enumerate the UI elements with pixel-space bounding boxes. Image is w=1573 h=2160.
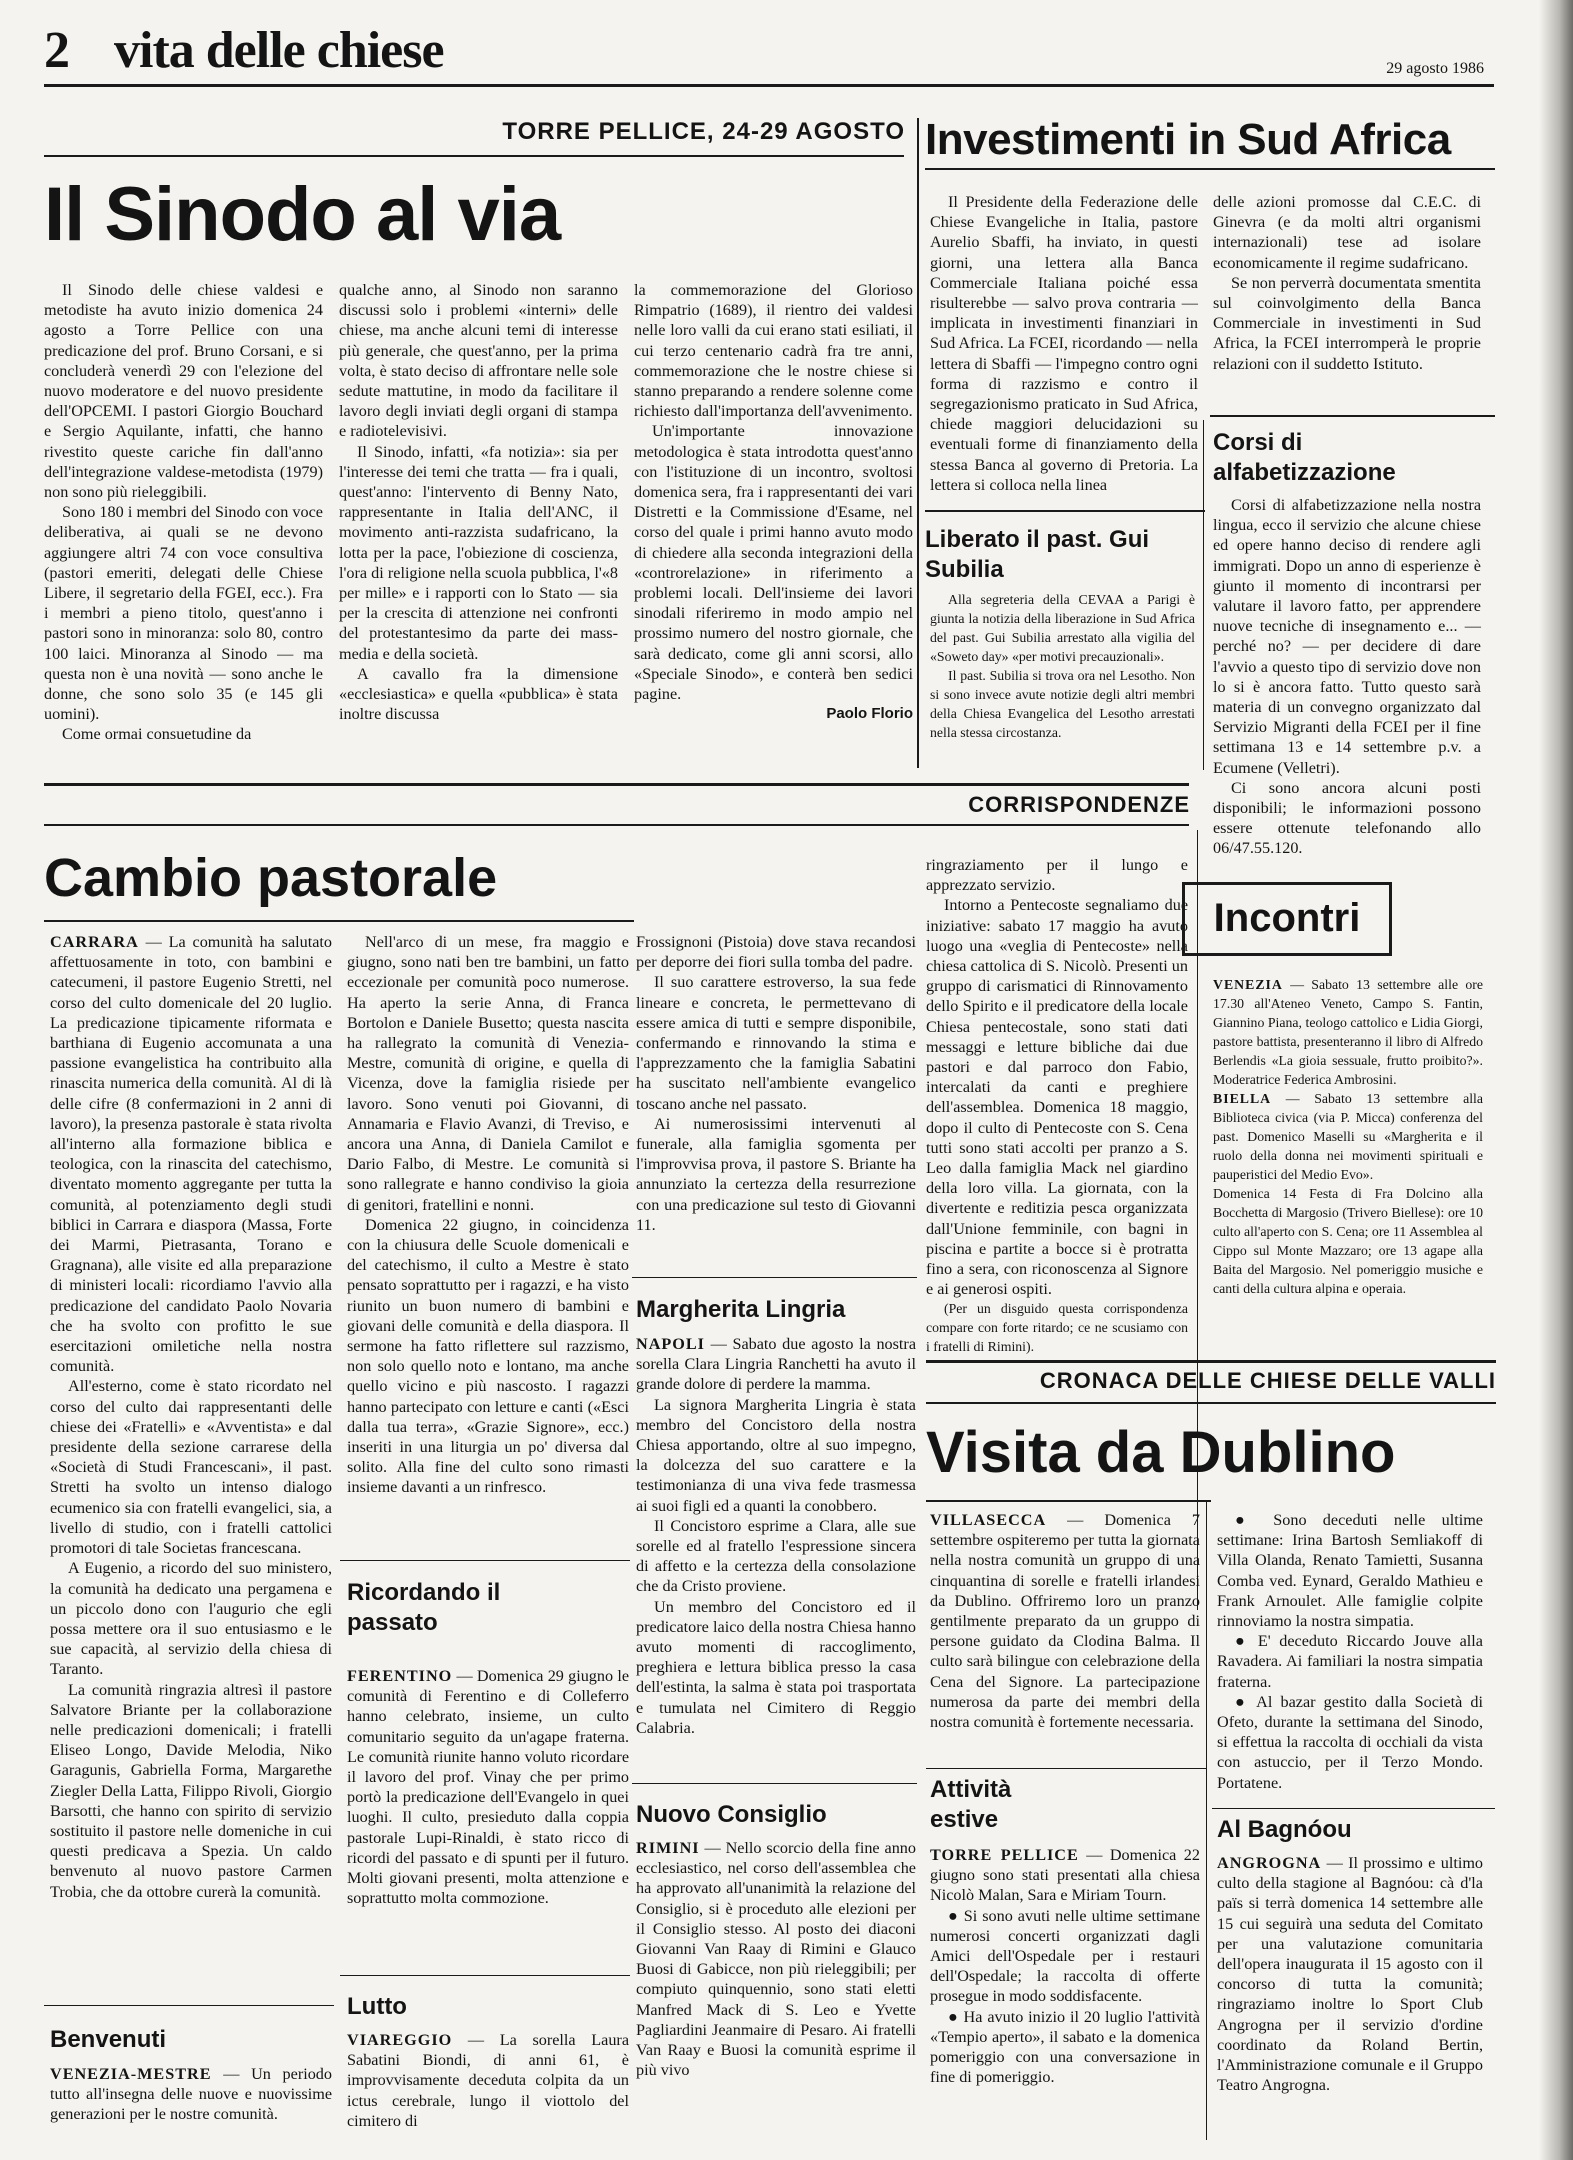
section-title: vita delle chiese: [114, 22, 444, 79]
attivita-headline: Attività estive: [930, 1776, 1012, 1833]
rule: [632, 1783, 917, 1784]
rule: [632, 1277, 917, 1278]
sinodo-rule: [44, 155, 904, 157]
ricordando-body: [347, 1666, 629, 1908]
paragraph: ringraziamento per il lungo e apprezzato servizio.: [926, 856, 1188, 895]
paragraph: RIMINI — Nello scorcio della fine anno ecclesiastico, nel corso dell'assemblea che ha approvato all'unanimità la relazione del Consiglio, si è proceduto alle elezioni per il Consiglio stesso. Al posto dei diaconi Giovanni Van Raay di Rimini e Glauco Buosi di Gabicce, non più rieleggibili; per compiuto quinquennio, sono stati eletti Manfred Mack di S. Leo e Yvette Pagliardini Jeanmaire di Pesaro. Ai fratelli Van Raay e Buosi la comunità esprime il più vivo: [636, 1839, 916, 2080]
issue-date: 29 agosto 1986: [1386, 60, 1484, 77]
paragraph: Un'importante innovazione metodologica è stata introdotta quest'anno con l'istituzione di un incontro, svoltosi domenica sera, fra i rappresentanti dei vari Distretti e la Commissione d'Esame, nel corso del quale i primi hanno avuto modo di chiedere alla seconda integrazioni della «controrelazione» in riferimento a problemi locali. Dell'insieme dei lavori sinodali riferiremo in modo ampio nel prossimo numero del nostro giornale, che sarà dedicato, come gli anni scorsi, allo «Speciale Sinodo», e conterà ben sedici pagine.: [634, 422, 913, 704]
paragraph: Corsi di alfabetizzazione nella nostra lingua, ecco il servizio che alcune chiese ed opere hanno deciso di rendere agli immigrati. Dopo un anno di esperienze è giunto il momento di incontrarsi per valutare il lavoro fatto, per apprendere nuove tecniche di insegnamento e... — perché no? — per decidere di dare l'avvio a questo tipo di servizio dove non lo si è ancora fatto. Tutto questo sarà materia di un convegno organizzato dal Servizio Migranti della FCEI per il fine settimana 13 e 14 settembre p.v. a Ecumene (Velletri).: [1213, 496, 1481, 777]
masthead-rule: [44, 84, 1494, 87]
sudafrica-headline: Investimenti in Sud Africa: [925, 115, 1451, 164]
paragraph: qualche anno, al Sinodo non saranno discussi solo i problemi «interni» delle chiese, ma anche alcuni temi di interesse più generale, che quest'anno, per la prima volta, è stato deciso di affrontare nelle sole sedute mattutine, in modo da facilitare il lavoro degli inviati degli organi di stampa e radiotelevisivi.: [339, 281, 618, 441]
column-rule: [1203, 420, 1204, 770]
paragraph: Se non perverrà documentata smentita sul coinvolgimento della Banca Commerciale in investimenti in Sud Africa, la FCEI interromperà le proprie relazioni con il suddetto Istituto.: [1213, 273, 1481, 373]
margherita-body: [636, 1334, 916, 1738]
paragraph: Il Concistoro esprime a Clara, alle sue sorelle ed al fratello l'espressione sincera di affetto e la certezza della consolazione che da Cristo proviene.: [636, 1516, 916, 1596]
paragraph: Domenica 14 Festa di Fra Dolcino alla Bocchetta di Margosio (Trivero Biellese): ore 10 culto all'aperto con S. Cena; ore 11 Assemblea al Cippo sul Monte Mazzaro; ore 13 agape alla Baita del Margosio. Nel pomeriggio musiche e canti della cultura alpina e operaia.: [1213, 1186, 1483, 1296]
paragraph: Ci sono ancora alcuni posti disponibili; le informazioni possono essere ottenute telefonando allo 06/47.55.120.: [1213, 778, 1481, 858]
rule: [340, 1975, 630, 1976]
paragraph: TORRE PELLICE — Domenica 22 giugno sono stati presentati alla chiesa Nicolò Malan, Sara e Miriam Tourn.: [930, 1846, 1200, 1905]
corrispondenze-kicker: CORRISPONDENZE: [968, 792, 1190, 817]
dublino-body: [930, 1510, 1200, 1732]
section-rule: [44, 783, 1189, 786]
rule: [1212, 1808, 1495, 1809]
cronaca-rule-bottom: [926, 1402, 1496, 1404]
paragraph: Il Sinodo delle chiese valdesi e metodiste ha avuto inizio domenica 24 agosto a Torre Pellice con una predicazione del prof. Bruno Corsani, e si concluderà venerdì 29 con l'elezione del nuovo moderatore e del nuovo presidente dell'OPCEMI. I pastori Giorgio Bouchard e Sergio Aquilante, infatti, che hanno rivestito queste cariche fin dall'anno dell'integrazione valdese-metodista (1979) non sono più rieleggibili.: [44, 281, 323, 502]
dublino-headline: Visita da Dublino: [926, 1420, 1396, 1485]
paragraph: delle azioni promosse dal C.E.C. di Ginevra (e da molti altri organismi internazionali) tese ad isolare economicamente il regime sudafricano.: [1213, 193, 1481, 272]
paragraph: Un membro del Concistoro ed il predicatore laico della nostra Chiesa hanno avuto momenti di raccoglimento, preghiera e lettura biblica presso la casa dell'estinta, la salma è stata poi trasportata e tumulata nel Cimitero di Reggio Calabria.: [636, 1597, 916, 1737]
consiglio-body: [636, 1838, 916, 2080]
incontri-body: [1213, 975, 1483, 1298]
paragraph: VILLASECCA — Domenica 7 settembre ospiteremo per tutta la giornata nella nostra comunità un gruppo di una cinquantina di sorelle e fratelli irlandesi da Dublino. Offriremo loro un pranzo gentilmente preparato da un gruppo di persone guidato da Clodina Balma. Il culto sarà bilingue con celebrazione della Cena del Signore. La partecipazione numerosa da parte dei membri della nostra comunità è fortemente necessaria.: [930, 1511, 1200, 1732]
paragraph: Frossignoni (Pistoia) dove stava recandosi per deporre dei fiori sulla tomba del padre.: [636, 933, 916, 972]
consiglio-headline: Nuovo Consiglio: [636, 1801, 827, 1828]
paragraph: NAPOLI — Sabato due agosto la nostra sorella Clara Lingria Ranchetti ha avuto il grande dolore di perdere la mamma.: [636, 1335, 917, 1394]
paragraph: Il Presidente della Federazione delle Chiese Evangeliche in Italia, pastore Aurelio Sbaffi, ha inviato, in questi giorni, una lettera alla Banca Commerciale Italiana poiché essa risulterebbe — salvo prova contraria — implicata in investimenti finanziari in Sud Africa. La FCEI, ricordando — nella lettera di Sbaffi — l'impegno contro ogni forma di razzismo e contro il segregazionismo praticato in Sud Africa, chiede maggiori delucidazioni su eventuali forme di finanziamento della stessa Banca al governo di Pretoria. La lettera si colloca nella linea: [930, 193, 1198, 494]
cambio-headline: Cambio pastorale: [44, 848, 498, 908]
ricordando-headline: Ricordando il passato: [347, 1579, 501, 1636]
paragraph: ANGROGNA — Il prossimo e ultimo culto della stagione al Bagnóou: cà d'la païs si terrà domenica 14 settembre alle 15 cui seguirà una seduta del Comitato per una valutazione comunitaria dell'opera inaugurata il 15 agosto con il concorso di tutta la comunità; ringraziamo inoltre lo Sport Club Angrogna per il servizio d'ordine coordinato da Roland Bertin, l'Amministrazione comunale e il Gruppo Teatro Angrogna.: [1217, 1854, 1483, 2095]
author-signature: Paolo Florio: [826, 705, 913, 723]
paragraph: VENEZIA-MESTRE — Un periodo tutto all'insegna delle nuove e nuovissime generazioni per le nostre comunità.: [50, 2065, 332, 2124]
paragraph: (Per un disguido questa corrispondenza compare con forte ritardo; ce ne scusiamo con i fratelli di Rimini).: [926, 1301, 1188, 1355]
bagnoou-headline: Al Bagnóou: [1217, 1816, 1352, 1843]
corsi-body: [1213, 495, 1481, 859]
paragraph: Come ormai consuetudine da: [62, 725, 252, 744]
sudafrica-col1: [930, 192, 1198, 495]
column-rule: [917, 118, 919, 768]
paragraph: Intorno a Pentecoste segnaliamo due iniziative: sabato 17 maggio ha avuto luogo una «veglia di Pentecoste» nella chiesa cattolica di S. Nicolò. Presenti un gruppo di carismatici di Rinnovamento dello Spirito e il predicatore della locale Chiesa pentecostale, sono stati dati messaggi e letture bibliche dai due pastori e dal parroco don Fabio, intercalati da canti e preghiere dell'assemblea. Domenica 18 maggio, dopo il culto di Pentecoste con S. Cena tutti sono stati accolti per pranzo a S. Leo dalla famiglia Mack nel giardino della loro villa. La giornata, con la divertente e reditizia pesca organizzata dall'Unione femminile, con bagni in piscina e partite a bocce si è protratta fino a sera, con riconoscenza al Signore e ai generosi ospiti.: [926, 896, 1188, 1299]
paragraph: ● E' deceduto Riccardo Jouve alla Ravadera. Ai familiari la nostra simpatia fraterna.: [1217, 1632, 1483, 1691]
paragraph: La comunità ringrazia altresì il pastore Salvatore Briante per la collaborazione nelle predicazioni domenicali; i fratelli Eliseo Longo, Davide Melodia, Niko Garagunis, Gabriella Forma, Margarethe Ziegler Della Latta, Filippo Rivoli, Giorgio Barsotti, che hanno con spirito di servizio sostituito il pastore nelle domeniche in cui questi predicava a Spezia. Un caldo benvenuto al nuovo pastore Carmen Trobia, che da ottobre curerà la comunità.: [50, 1680, 332, 1901]
cronaca-kicker: CRONACA DELLE CHIESE DELLE VALLI: [1039, 1368, 1496, 1393]
paragraph: BIELLA — Sabato 13 settembre alla Biblioteca civica (via P. Micca) conferenza del past. Domenico Maselli su «Margherita e il ruolo della donna nei movimenti spirituali e pauperistici del Medio Evo».: [1213, 1091, 1483, 1182]
benvenuti-headline: Benvenuti: [50, 2026, 167, 2053]
paragraph: ● Al bazar gestito dalla Società di Ofeto, durante la settimana del Sinodo, si effettua la raccolta di occhiali da vista con astuccio, per il Terzo Mondo. Portatene.: [1217, 1692, 1483, 1792]
ringraziamento-col: [926, 855, 1188, 1356]
sudafrica-bottom-rule: [925, 510, 1205, 512]
corrispondenze-rule: [44, 824, 1189, 826]
margherita-headline: Margherita Lingria: [636, 1296, 846, 1323]
corsi-headline: Corsi di alfabetizzazione: [1213, 429, 1396, 486]
cambio-col1: [50, 932, 332, 1902]
paragraph: Nell'arco di un mese, fra maggio e giugno, sono nati ben tre bambini, un fatto eccezionale per comunità poco numerose. Ha aperto la serie Anna, di Franca Bortolon e Daniele Busetto; questa nascita ha rallegrato la comunità di Venezia-Mestre, comunità di origine, e quella di Vicenza, dove la famiglia risiede per lavoro. Sono venuti poi Giovanni, di Annamaria e Flavio Avanzi, di Treviso, e ancora una Anna, di Daniela Camilot e Dario Falbo, di Mestre. Le comunità si sono rallegrate e hanno condiviso la gioia di genitori, fratellini e nonni.: [347, 933, 629, 1214]
paragraph: VIAREGGIO — La sorella Laura Sabatini Biondi, di anni 61, è improvvisamente deceduta colpita da un ictus cerebrale, lungo il viottolo del cimitero di: [347, 2031, 630, 2130]
cambio-col3: [636, 932, 916, 1235]
paragraph: Il suo carattere estroverso, la sua fede lineare e concreta, le permettevano di essere amica di tutti e sempre disponibile, confermando e rinnovando la stima e l'apprezzamento che la famiglia Sabatini ha suscitato nell'ambiente evangelico toscano anche nel passato.: [636, 973, 916, 1113]
paragraph: Il past. Subilia si trova ora nel Lesotho. Non si sono invece avute notizie degli altri membri della Chiesa Evangelica del Lesotho arrestati nella stessa circostanza.: [930, 668, 1195, 740]
incontri-box: [1182, 882, 1392, 956]
benvenuti-body: [50, 2064, 332, 2125]
rule: [340, 1560, 630, 1561]
incontri-title: Incontri: [1213, 896, 1361, 940]
lutto-headline: Lutto: [347, 1993, 407, 2020]
deceduti-body: [1217, 1510, 1483, 1793]
lutto-body: [347, 2030, 629, 2131]
paragraph: Sono 180 i membri del Sinodo con voce deliberativa, ai quali se ne devono aggiungere altri 74 con voce consultiva (pastori emeriti, delegati delle Chiese Libere, il segretario della FGEI, ecc.). Fra i membri a pieno titolo, quest'anno i pastori sono in minoranza: solo 80, contro 100 laici. Minoranza al Sinodo — ma questa non è una novità — sono anche le donne, che sono solo 35 (e 145 gli uomini).: [44, 503, 323, 724]
sinodo-headline: Il Sinodo al via: [44, 172, 561, 257]
paragraph: Domenica 22 giugno, in coincidenza con la chiusura delle Scuole domenicali e del catechismo, il culto a Mestre è stato pensato soprattutto per i ragazzi, e ha visto riunito un buon numero di bambini e giovani delle comunità e della diaspora. Il sermone ha fatto riflettere sul razzismo, non solo quello noto e lontano, ma anche quello vicino e più nascosto. I ragazzi hanno partecipato con letture e canti («Esci dalla tua terra», «Grazie Signore», ecc.) inseriti in una liturgia un po' diversa dal solito. Alla fine del culto sono rimasti insieme davanti a un rinfresco.: [347, 1215, 629, 1497]
paragraph: Il Sinodo, infatti, «fa notizia»: sia per l'interesse dei temi che tratta — fra i quali, quest'anno: l'intervento di Benny Nato, rappresentante in Italia dell'ANC, il movimento anti-razzista sudafricano, la lotta per la pace, l'obiezione di coscienza, l'ora di religione nella scuola pubblica, l'«8 per mille» e i rapporti con lo Stato — sia per la crescita di attenzione nei confronti del protestantesimo da parte dei mass-media e della società.: [339, 442, 618, 663]
liberato-headline: Liberato il past. Gui Subilia: [925, 526, 1150, 583]
paragraph: La signora Margherita Lingria è stata membro del Concistoro della nostra Chiesa apportando, oltre al suo impegno, la dolcezza del suo carattere e la testimonianza di una viva fede trasmessa ai suoi figli ed a quanti la conobbero.: [636, 1395, 916, 1515]
cambio-rule: [44, 920, 634, 922]
cambio-col2: [347, 932, 629, 1498]
sudafrica-rule: [925, 168, 1495, 170]
column-rule: [1206, 1500, 1207, 2140]
sinodo-kicker: TORRE PELLICE, 24-29 AGOSTO: [502, 118, 905, 145]
rule: [44, 2005, 334, 2006]
paragraph: FERENTINO — Domenica 29 giugno le comunità di Ferentino e di Colleferro hanno celebrato, insieme, un culto comunitario seguito da un'agape fraterna. Le comunità riunite hanno voluto ricordare il lavoro del prof. Vinay che per primo portò la predicazione dell'Evangelo in quei luoghi. Il culto, presieduto dalla coppia pastorale Lupi-Rinaldi, è stato ricco di ricordi del passato e di spunti per il futuro. Molti giovani presenti, molta attenzione e soprattutto molta commozione.: [347, 1667, 630, 1908]
paragraph: Alla segreteria della CEVAA a Parigi è giunta la notizia della liberazione in Sud Africa del past. Gui Subilia arrestato alla vigilia del «Soweto day» «per motivi precauzionali».: [930, 592, 1195, 664]
paragraph: CARRARA — La comunità ha salutato affettuosamente in toto, con bambini e catecumeni, il pastore Eugenio Stretti, nel corso del culto domenicale del 20 luglio. La predicazione tipicamente riformata e barthiana di Eugenio accomunata a una passione evangelistica ha contribuito alla rinascita numerica della comunità. Al di là delle cifre (8 confermazioni in 2 anni di lavoro), la presenza pastorale è stata rivolta all'interno alla formazione biblica e teologica, con la rinascita del catechismo, diventato momento aggregante per tutta la comunità, al potenziamento degli studi biblici in Carrara e diaspora (Massa, Forte dei Marmi, Pietrasanta, Torano e Gragnana), alle visite ed alla preparazione di ministeri locali: ricordiamo l'avvio alla predicazione del candidato Paolo Novaria che ha svolto con profitto le sue esercitazioni omiletiche nella nostra comunità.: [50, 933, 333, 1376]
sinodo-col3: [634, 280, 913, 724]
masthead: [44, 22, 1484, 82]
liberato-body: [930, 590, 1195, 742]
corsi-rule: [1210, 415, 1495, 417]
city-lead: CARRARA: [50, 933, 139, 951]
paragraph: ● Si sono avuti nelle ultime settimane numerosi concerti organizzati dagli Amici dell'Ospedale per i restauri dell'Ospedale; la raccolta di offerte prosegue in modo soddisfacente.: [930, 1906, 1200, 2006]
page-edge-shadow: [1539, 0, 1573, 2160]
attivita-body: [930, 1845, 1200, 2087]
rule: [926, 1768, 1206, 1769]
cronaca-rule-top: [926, 1360, 1496, 1363]
paragraph: All'esterno, come è stato ricordato nel corso del culto dai rappresentanti delle chiese dei «Fratelli» e «Avventista» e dal presidente della sezione carrarese della «Società di Studi Francescani», il past. Stretti ha svolto un intenso dialogo ecumenico sia con fratelli evangelici, sia, a livello di studio, con i fratelli cattolici promotori di tale Societas francescana.: [50, 1377, 332, 1558]
sinodo-col2: [339, 280, 618, 724]
dublino-rule: [926, 1500, 1211, 1502]
paragraph: A Eugenio, a ricordo del suo ministero, la comunità ha dedicato una pergamena e un piccolo dono con l'augurio che egli possa mettere ora il suo entusiasmo e le sue capacità, al servizio della chiesa di Taranto.: [50, 1559, 332, 1679]
paragraph: VENEZIA — Sabato 13 settembre alle ore 17.30 all'Ateneo Veneto, Campo S. Fantin, Giannino Piana, teologo cattolico e Lidia Giorgi, pastore battista, presenteranno il libro di Alfredo Berlendis «La gioia sessuale, frutto proibito?». Moderatrice Federica Ambrosini.: [1213, 977, 1483, 1087]
paragraph: A cavallo fra la dimensione «ecclesiastica» e quella «pubblica» è stata inoltre discussa: [339, 664, 618, 724]
sinodo-col1: [44, 280, 323, 745]
paragraph: ● Ha avuto inizio il 20 luglio l'attività «Tempio aperto», il sabato e la domenica pomeriggio con una conversazione in fine di pomeriggio.: [930, 2007, 1200, 2087]
paragraph: la commemorazione del Glorioso Rimpatrio (1689), il rientro dei valdesi nelle loro valli da cui erano stati esiliati, il cui terzo centenario cadrà fra tre anni, commemorazione che le nostre chiese si stanno preparando a rendere solenne come richiesto dall'importanza dell'avvenimento.: [634, 281, 913, 421]
page-number: 2: [44, 22, 70, 79]
paragraph: Ai numerosissimi intervenuti al funerale, alla famiglia sgomenta per l'improvvisa prova, il pastore S. Briante ha annunziato la certezza della resurrezione con una predicazione sul testo di Giovanni 11.: [636, 1114, 916, 1234]
sudafrica-col2: [1213, 192, 1481, 374]
paragraph: ● Sono deceduti nelle ultime settimane: Irina Bartosh Semliakoff di Villa Olanda, Renato Tamietti, Susanna Comba ved. Eynard, Geraldo Mathieu e Frank Arnoulet. Alle famiglie colpite rinnoviamo la nostra simpatia.: [1217, 1511, 1483, 1631]
bagnoou-body: [1217, 1853, 1483, 2095]
